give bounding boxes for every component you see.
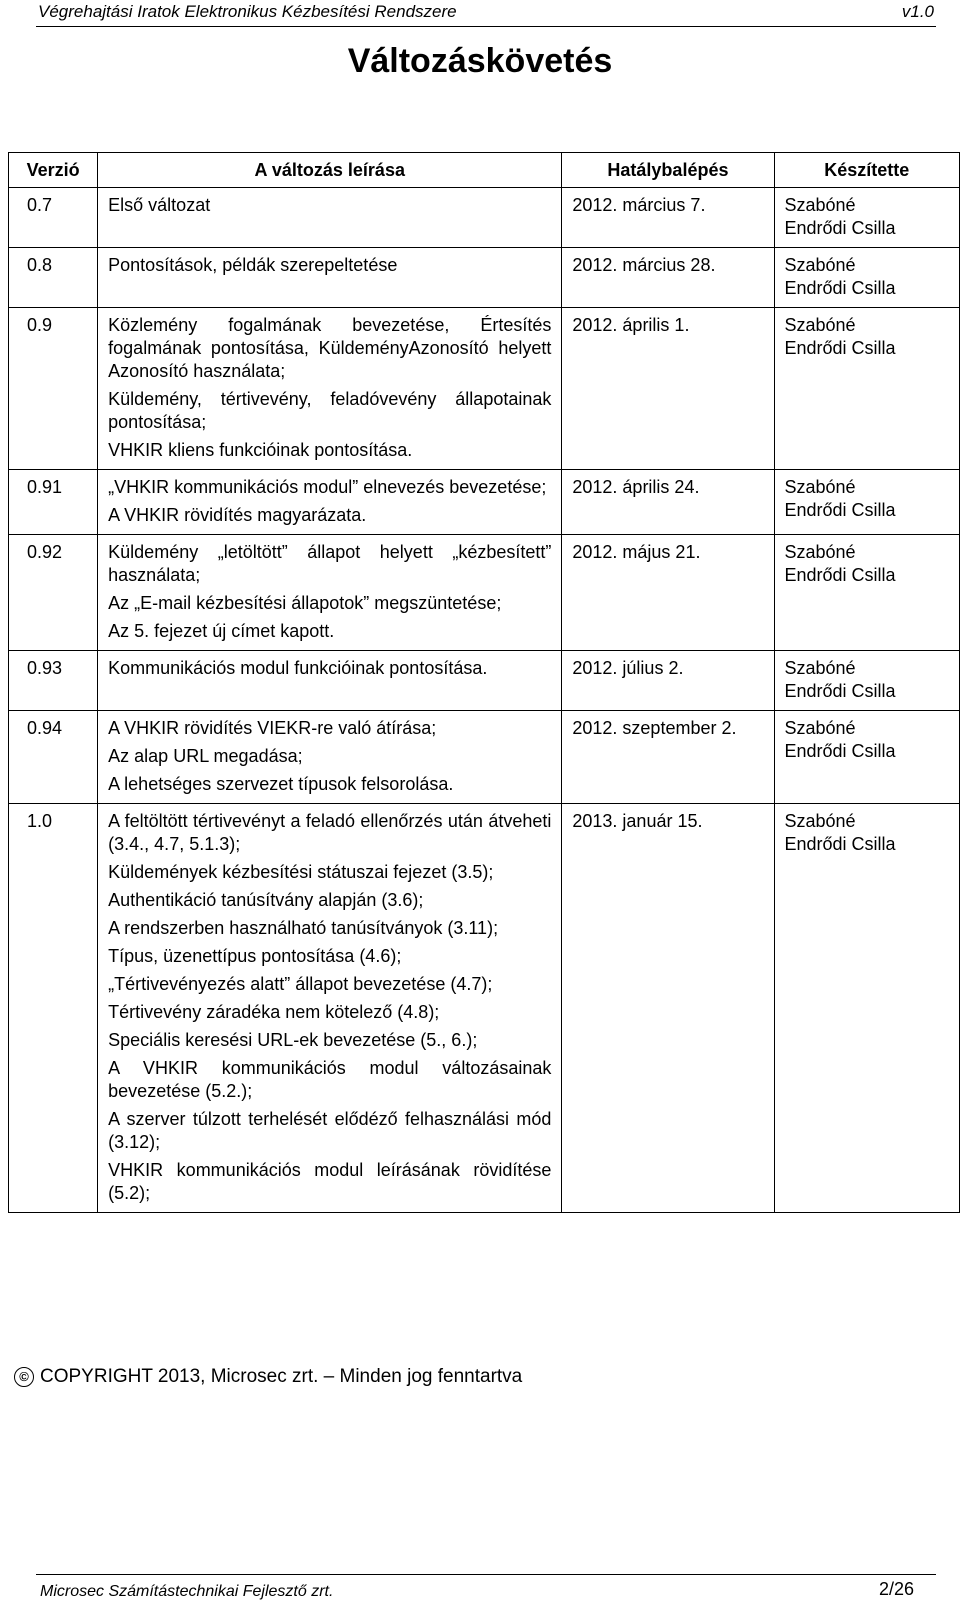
description-line: Az „E-mail kézbesítési állapotok” megszüntetése; [108,593,502,613]
description-line: Első változat [108,195,211,215]
description-line: A VHKIR rövidítés magyarázata. [108,505,367,525]
description-line: A lehetséges szervezet típusok felsorolása. [108,774,454,794]
description-line: VHKIR kliens funkcióinak pontosítása. [108,440,413,460]
author-line: Endrődi Csilla [784,338,896,358]
change-log-body [9,188,960,1213]
author-line: Szabóné [784,255,856,275]
page-header [36,0,936,27]
description-cell [98,651,562,711]
effective-date-cell: 2012. március 7. [562,188,774,248]
table-row [9,248,960,308]
description-line: A VHKIR rövidítés VIEKR-re való átírása; [108,718,437,738]
author-cell [774,711,960,804]
copyright-notice [14,1366,522,1388]
description-cell [98,470,562,535]
author-line: Endrődi Csilla [784,834,896,854]
description-line: „VHKIR kommunikációs modul” elnevezés bevezetése; [108,477,547,497]
column-header-date: Hatálybalépés [562,153,774,188]
author-line: Endrődi Csilla [784,681,896,701]
author-cell [774,308,960,470]
page-title: Változáskövetés [347,42,613,80]
effective-date-cell: 2012. március 28. [562,248,774,308]
table-row [9,470,960,535]
author-cell [774,470,960,535]
version-cell: 0.7 [9,188,98,248]
description-line: Küldemény „letöltött” állapot helyett „kézbesített” használata; [108,542,552,585]
author-line: Szabóné [784,811,856,831]
description-line: Küldemény, tértivevény, feladóvevény állapotainak pontosítása; [108,389,552,432]
document-title: Végrehajtási Iratok Elektronikus Kézbesítési Rendszere [38,2,457,21]
page-footer [36,1574,936,1605]
page-number: 2/26 [878,1579,914,1599]
author-cell [774,651,960,711]
author-cell [774,248,960,308]
table-row [9,711,960,804]
author-line: Endrődi Csilla [784,500,896,520]
author-line: Szabóné [784,195,856,215]
description-cell [98,711,562,804]
author-line: Endrődi Csilla [784,218,896,238]
description-line: Az alap URL megadása; [108,746,303,766]
description-line: Küldemények kézbesítési státuszai fejezet (3.5); [108,862,494,882]
effective-date-cell: 2012. április 24. [562,470,774,535]
author-line: Endrődi Csilla [784,741,896,761]
effective-date-cell: 2012. május 21. [562,535,774,651]
effective-date-cell: 2012. július 2. [562,651,774,711]
author-line: Endrődi Csilla [784,278,896,298]
effective-date-cell: 2012. április 1. [562,308,774,470]
column-header-author: Készítette [774,153,960,188]
author-line: Szabóné [784,542,856,562]
description-cell [98,804,562,1213]
author-cell [774,188,960,248]
author-cell [774,535,960,651]
author-cell [774,804,960,1213]
author-line: Szabóné [784,477,856,497]
table-header-row [9,153,960,188]
table-row [9,651,960,711]
description-line: A feltöltött tértivevényt a feladó ellenőrzés után átveheti (3.4., 4.7, 5.1.3); [108,811,552,854]
change-log-table [8,152,960,1213]
description-line: Tértivevény záradéka nem kötelező (4.8); [108,1002,440,1022]
description-cell [98,308,562,470]
version-cell: 0.91 [9,470,98,535]
version-cell: 0.8 [9,248,98,308]
column-header-version: Verzió [9,153,98,188]
description-line: A rendszerben használható tanúsítványok (3.11); [108,918,499,938]
description-line: VHKIR kommunikációs modul leírásának rövidítése (5.2); [108,1160,552,1203]
author-line: Szabóné [784,658,856,678]
description-line: A szerver túlzott terhelését elődéző felhasználási mód (3.12); [108,1109,552,1152]
description-line: Kommunikációs modul funkcióinak pontosítása. [108,658,488,678]
table-row [9,308,960,470]
description-cell [98,248,562,308]
author-line: Szabóné [784,315,856,335]
author-line: Endrődi Csilla [784,565,896,585]
table-row [9,188,960,248]
version-cell: 1.0 [9,804,98,1213]
version-cell: 0.9 [9,308,98,470]
description-line: „Tértivevényezés alatt” állapot bevezetése (4.7); [108,974,493,994]
description-line: Pontosítások, példák szerepeltetése [108,255,398,275]
document-version: v1.0 [901,2,934,21]
version-cell: 0.92 [9,535,98,651]
description-line: A VHKIR kommunikációs modul változásainak bevezetése (5.2.); [108,1058,552,1101]
version-cell: 0.94 [9,711,98,804]
description-line: Speciális keresési URL-ek bevezetése (5., 6.); [108,1030,478,1050]
description-line: Az 5. fejezet új címet kapott. [108,621,335,641]
author-line: Szabóné [784,718,856,738]
table-row [9,535,960,651]
footer-company: Microsec Számítástechnikai Fejlesztő zrt. [40,1583,334,1600]
copyright-icon: © [14,1367,34,1387]
description-line: Közlemény fogalmának bevezetése, Értesítés fogalmának pontosítása, KüldeményAzonosító helyett Azonosító használata; [108,315,552,381]
description-cell [98,188,562,248]
column-header-description: A változás leírása [98,153,562,188]
description-cell [98,535,562,651]
description-line: Authentikáció tanúsítvány alapján (3.6); [108,890,424,910]
table-row [9,804,960,1213]
description-line: Típus, üzenettípus pontosítása (4.6); [108,946,402,966]
effective-date-cell: 2013. január 15. [562,804,774,1213]
version-cell: 0.93 [9,651,98,711]
effective-date-cell: 2012. szeptember 2. [562,711,774,804]
copyright-text: COPYRIGHT 2013, Microsec zrt. – Minden jog fenntartva [40,1366,523,1387]
